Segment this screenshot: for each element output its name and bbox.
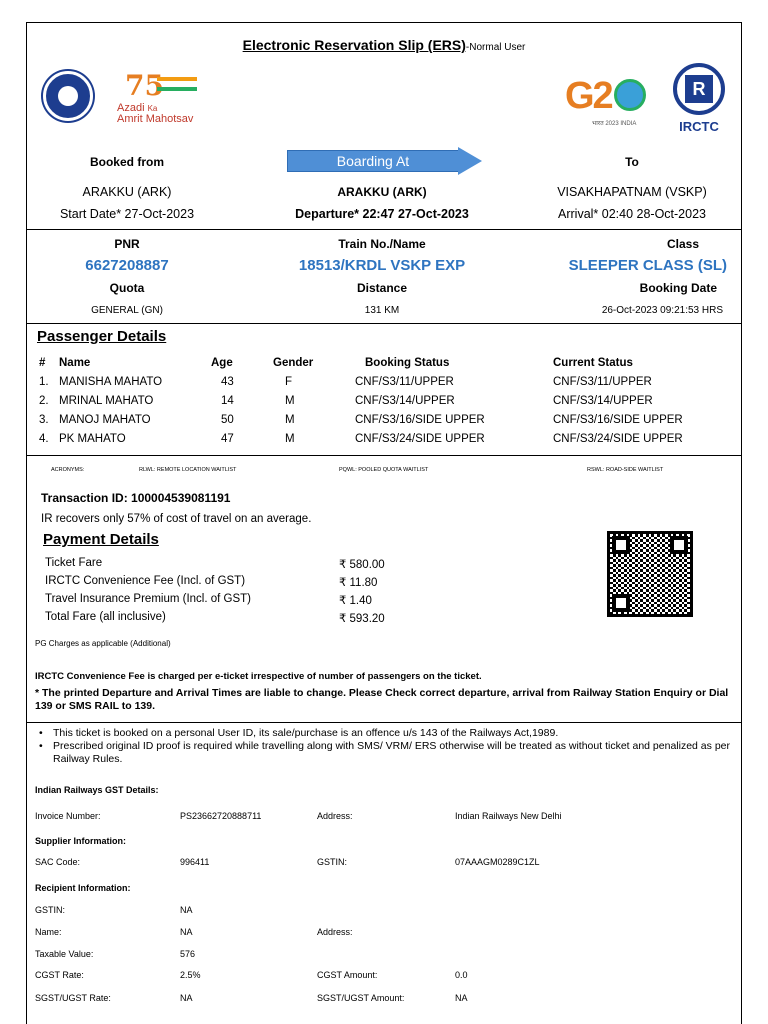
- to-station: VISAKHAPATNAM (VSKP): [557, 185, 707, 199]
- acronym-rswl: RSWL: ROAD-SIDE WAITLIST: [587, 467, 664, 473]
- g20-globe-icon: [614, 79, 646, 111]
- recipient-info-title: Recipient Information:: [35, 883, 131, 893]
- acronym-pqwl: PQWL: POOLED QUOTA WAITLIST: [339, 467, 429, 473]
- class-label: Class: [666, 237, 699, 251]
- title-main: Electronic Reservation Slip (ERS): [242, 37, 466, 53]
- arrival-time: Arrival* 02:40 28-Oct-2023: [558, 207, 706, 221]
- list-item: • Prescribed original ID proof is required while travelling along with SMS/ VRM/ ERS otherwise will be treated as without ticket and penalized as per Railway Rules.: [37, 740, 737, 766]
- list-item: • This ticket is booked on a personal User ID, its sale/purchase is an offence u/s 143 of the Railways Act,1989.: [37, 727, 737, 740]
- table-row: 3. MANOJ MAHATO 50 M CNF/S3/16/SIDE UPPER CNF/S3/16/SIDE UPPER: [39, 413, 683, 426]
- payment-item-value: ₹ 593.20: [339, 613, 385, 625]
- transaction-id: Transaction ID: 100004539081191: [41, 491, 231, 505]
- booked-from-label: Booked from: [89, 155, 164, 169]
- divider: [27, 455, 741, 456]
- document-title: [27, 37, 741, 53]
- qr-code: [607, 531, 693, 617]
- booking-date-value: 26-Oct-2023 09:21:53 HRS: [601, 305, 723, 316]
- table-header-row: # Name Age Gender Booking Status Current Status: [39, 356, 633, 369]
- divider: [27, 323, 741, 324]
- payment-details-title: Payment Details: [43, 531, 159, 548]
- azadi-ka-amrit-mahotsav-logo: 75 Azadi Ka Amrit Mahotsav: [117, 69, 207, 129]
- class-value: SLEEPER CLASS (SL): [568, 257, 727, 274]
- payment-item-label: IRCTC Convenience Fee (Incl. of GST): [45, 575, 246, 587]
- departure-time: Departure* 22:47 27-Oct-2023: [295, 207, 469, 221]
- payment-labels: [45, 557, 251, 629]
- payment-item-label: Ticket Fare: [45, 557, 103, 569]
- timing-disclaimer: * The printed Departure and Arrival Times are liable to change. Please Check correct departure, arrival from Railway Station Enquiry or Dial 139 or SMS RAIL to 139.: [35, 687, 729, 712]
- table-row: 1. MANISHA MAHATO 43 F CNF/S3/11/UPPER CNF/S3/11/UPPER: [39, 375, 652, 388]
- pg-charges-note: PG Charges as applicable (Additional): [35, 639, 171, 648]
- table-row: 2. MRINAL MAHATO 14 M CNF/S3/14/UPPER CNF/S3/14/UPPER: [39, 394, 653, 407]
- distance-value: 131 KM: [364, 305, 400, 316]
- indian-railways-emblem-icon: [43, 71, 93, 121]
- ers-page: Electronic Reservation Slip (ERS)-Normal User 75 Azadi Ka Amrit Mahotsav G2 भारत 2023 INDIA R IRCTC Booked from Boarding At To ARAKKU (ARK) ARAKKU (ARK) VISAKHAPATNAM (VSKP) Start Date* 27-Oct-2023 Departure* 22:47 27-Oct-2023 Arrival* 02:40 28-Oct-2023 PNR Train No./Name Class 6627208887 18513/KRDL VSKP EXP SLEEPER CLASS (SL) Quota Distance Booking Date GENERAL (GN) 131 KM 26-Oct-2023 09:21:53 HRS Passenger Details # Name Age Gender Booking Status Current Status 1. MANISHA MAHATO 43 F CNF/S3/11/UPPER CNF/S3/11/UPPER 2. MRINAL MAHATO 14 M CNF/S3/14/UPPER CNF/S3/14/UPPER 3. MANOJ MAHATO 50 M CNF/S3/16/SIDE UPPER CNF/S3/16/SIDE UPPER 4. PK MAHATO 47 M CNF/S3/24/SIDE UPPER CNF/S3/24/SIDE UPPER ACRONYMS: RLWL: REMOTE LOCATION WAITLIST PQWL: POOLED QUOTA WAITLIST RSWL: ROAD-SIDE WAITLIST Transaction ID: 100004539081191 IR recovers only 57% of cost of travel on an average. Payment Details Ticket Fare IRCTC Convenience Fee (Incl. of GST) Travel Insurance Premium (Incl. of GST) Total Fare (all inclusive) ₹ 580.00 ₹ 11.80 ₹ 1.40 ₹ 593.20 PG Charges as applicable (Additional) IRCTC Convenience Fee is charged per e-ticket irrespective of number of passengers on the ticket. * The printed Departure and Arrival Times are liable to change. Please Check correct departure, arrival from Railway Station Enquiry or Dial 139 or SMS RAIL to 139. • This ticket is booked on a personal User ID, its sale/purchase is an offence u/s 143 of the Railways Act,1989. • Prescribed original ID proof is required while travelling along with SMS/ VRM/ ERS otherwise will be treated as without ticket and penalized as per Railway Rules. Indian Railways GST Details: Invoice Number: PS23662720888711 Address: Indian Railways New Delhi Supplier Information: SAC Code: 996411 GSTIN: 07AAAGM0289C1ZL Recipient Information: GSTIN: NA Name: NA Address: Taxable Value: 576 CGST Rate: 2.5% CGST Amount: 0.0 SGST/UGST Rate: NA SGST/UGST Amount: NA: [26, 22, 742, 1024]
- convenience-fee-note: IRCTC Convenience Fee is charged per e-ticket irrespective of number of passengers on the ticket.: [35, 671, 482, 682]
- table-row: 4. PK MAHATO 47 M CNF/S3/24/SIDE UPPER CNF/S3/24/SIDE UPPER: [39, 432, 683, 445]
- pnr-label: PNR: [114, 237, 140, 251]
- irctc-logo: R IRCTC: [667, 63, 731, 137]
- payment-item-label: Travel Insurance Premium (Incl. of GST): [45, 593, 251, 605]
- gst-details-title: Indian Railways GST Details:: [35, 785, 159, 795]
- payment-values: [339, 557, 385, 629]
- passenger-details-title: Passenger Details: [37, 328, 167, 345]
- payment-item-value: ₹ 1.40: [339, 595, 372, 607]
- g20-subtitle: भारत 2023 INDIA: [592, 121, 637, 127]
- to-label: To: [625, 155, 639, 169]
- acronyms-label: ACRONYMS:: [51, 467, 85, 473]
- train-value: 18513/KRDL VSKP EXP: [298, 257, 466, 274]
- g20-logo: G2: [565, 75, 646, 118]
- payment-item-label: Total Fare (all inclusive): [45, 611, 166, 623]
- from-station: ARAKKU (ARK): [82, 185, 172, 199]
- quota-label: Quota: [109, 281, 145, 295]
- terms-list: [37, 727, 737, 766]
- boarding-station: ARAKKU (ARK): [337, 185, 427, 199]
- start-date: Start Date* 27-Oct-2023: [59, 207, 195, 221]
- divider: [27, 229, 741, 230]
- payment-item-value: ₹ 11.80: [339, 577, 378, 589]
- quota-value: GENERAL (GN): [91, 305, 163, 316]
- title-suffix: -Normal User: [465, 42, 526, 53]
- boarding-at-arrow: Boarding At: [287, 147, 487, 175]
- train-label: Train No./Name: [338, 237, 426, 251]
- supplier-info-title: Supplier Information:: [35, 836, 126, 846]
- divider: [27, 722, 741, 723]
- pnr-value: 6627208887: [85, 257, 169, 274]
- acronym-rlwl: RLWL: REMOTE LOCATION WAITLIST: [139, 467, 237, 473]
- booking-date-label: Booking Date: [639, 281, 717, 295]
- passenger-table: [39, 353, 733, 448]
- ir-recovery-note: IR recovers only 57% of cost of travel on an average.: [41, 513, 312, 525]
- distance-label: Distance: [356, 281, 408, 295]
- payment-item-value: ₹ 580.00: [339, 559, 385, 571]
